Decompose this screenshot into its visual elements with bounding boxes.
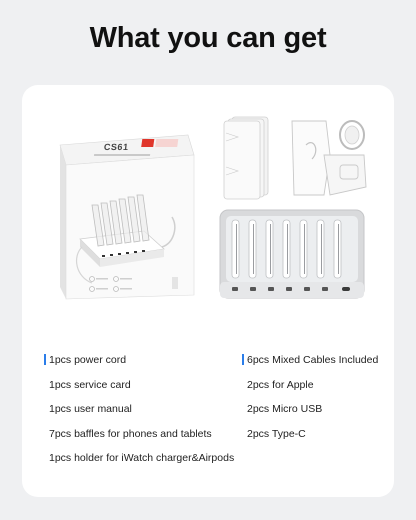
charging-station-image [216,208,368,302]
list-item [242,353,392,378]
accent-bar [44,354,46,365]
box-model-label: CS61 [103,142,130,152]
list-item [44,378,224,403]
list-item-label: 1pcs holder for iWatch charger&Airpods [49,452,235,464]
list-item-label: 2pcs Type-C [247,427,306,440]
list-item-label: 1pcs power cord [49,354,127,366]
list-item [44,427,224,452]
list-item [242,427,392,452]
cables-list [242,353,392,451]
list-item-label: 1pcs user manual [49,403,132,415]
product-box-image [52,127,200,307]
list-item [44,353,224,378]
list-item-label: 6pcs Mixed Cables Included [247,354,379,366]
list-item [44,451,235,476]
accent-bar [242,354,244,365]
list-item [242,378,392,403]
included-items-list [44,353,235,476]
page-title: What you can get [89,22,327,54]
list-item-label: 1pcs service card [49,378,131,391]
list-item-label: 2pcs for Apple [247,378,314,391]
list-item-label: 7pcs baffles for phones and tablets [49,427,212,440]
watch-holder-image [284,115,370,200]
list-item [242,402,392,427]
baffles-image [222,115,274,200]
list-item [44,402,224,427]
list-item-label: 2pcs Micro USB [247,403,323,415]
contents-card [22,85,394,497]
